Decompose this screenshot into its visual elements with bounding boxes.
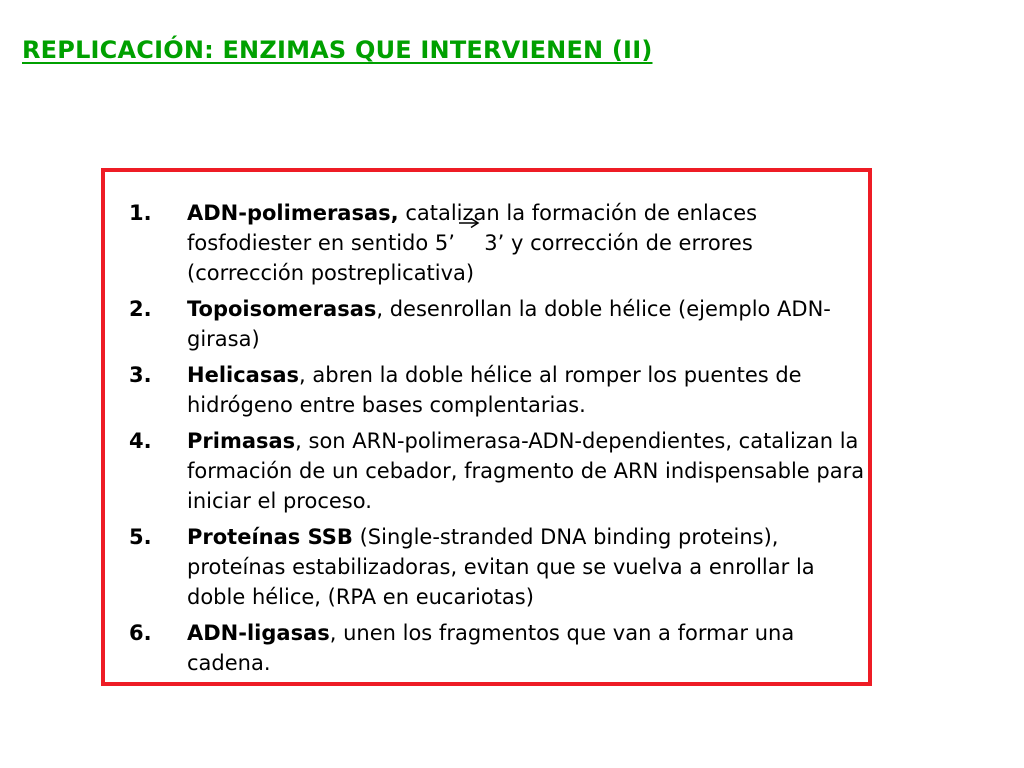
item-description: , desenrollan la doble hélice (ejemplo ADN-girasa) <box>187 297 831 351</box>
item-description: , unen los fragmentos que van a formar una cadena. <box>187 621 795 675</box>
slide-title: REPLICACIÓN: ENZIMAS QUE INTERVIENEN (II) <box>22 36 653 64</box>
enzyme-list <box>129 198 869 684</box>
item-number: 3. <box>129 363 152 387</box>
enzyme-name: Proteínas SSB <box>187 525 353 549</box>
enzyme-name: Primasas <box>187 429 296 453</box>
item-description-continued: 3’ y corrección de errores (corrección postreplicativa) <box>187 231 753 285</box>
item-description: catalizan la formación de enlaces fosfodiester en sentido 5’ <box>187 201 758 255</box>
enzyme-name: Topoisomerasas <box>187 297 377 321</box>
list-item-proteinas-ssb <box>129 522 869 612</box>
item-description: , abren la doble hélice al romper los puentes de hidrógeno entre bases complentarias. <box>187 363 802 417</box>
item-number: 6. <box>129 621 152 645</box>
item-description: , son ARN-polimerasa-ADN-dependientes, catalizan la formación de un cebador, fragmento de ARN indispensable para iniciar el proceso. <box>187 429 865 513</box>
item-number: 2. <box>129 297 152 321</box>
right-arrow-icon <box>462 228 478 258</box>
enzyme-list-box <box>101 168 872 686</box>
enzyme-name: Helicasas <box>187 363 300 387</box>
item-number: 5. <box>129 525 152 549</box>
list-item-adn-polimerasas <box>129 198 869 288</box>
list-item-helicasas <box>129 360 869 420</box>
enzyme-name: ADN-ligasas <box>187 621 330 645</box>
item-number: 1. <box>129 201 152 225</box>
item-description: (Single-stranded DNA binding proteins), proteínas estabilizadoras, evitan que se vuelva a enrollar la doble hélice, (RPA en eucariotas) <box>187 525 815 609</box>
list-item-topoisomerasas <box>129 294 869 354</box>
enzyme-name: ADN-polimerasas, <box>187 201 399 225</box>
list-item-primasas <box>129 426 869 516</box>
item-number: 4. <box>129 429 152 453</box>
list-item-adn-ligasas <box>129 618 869 678</box>
